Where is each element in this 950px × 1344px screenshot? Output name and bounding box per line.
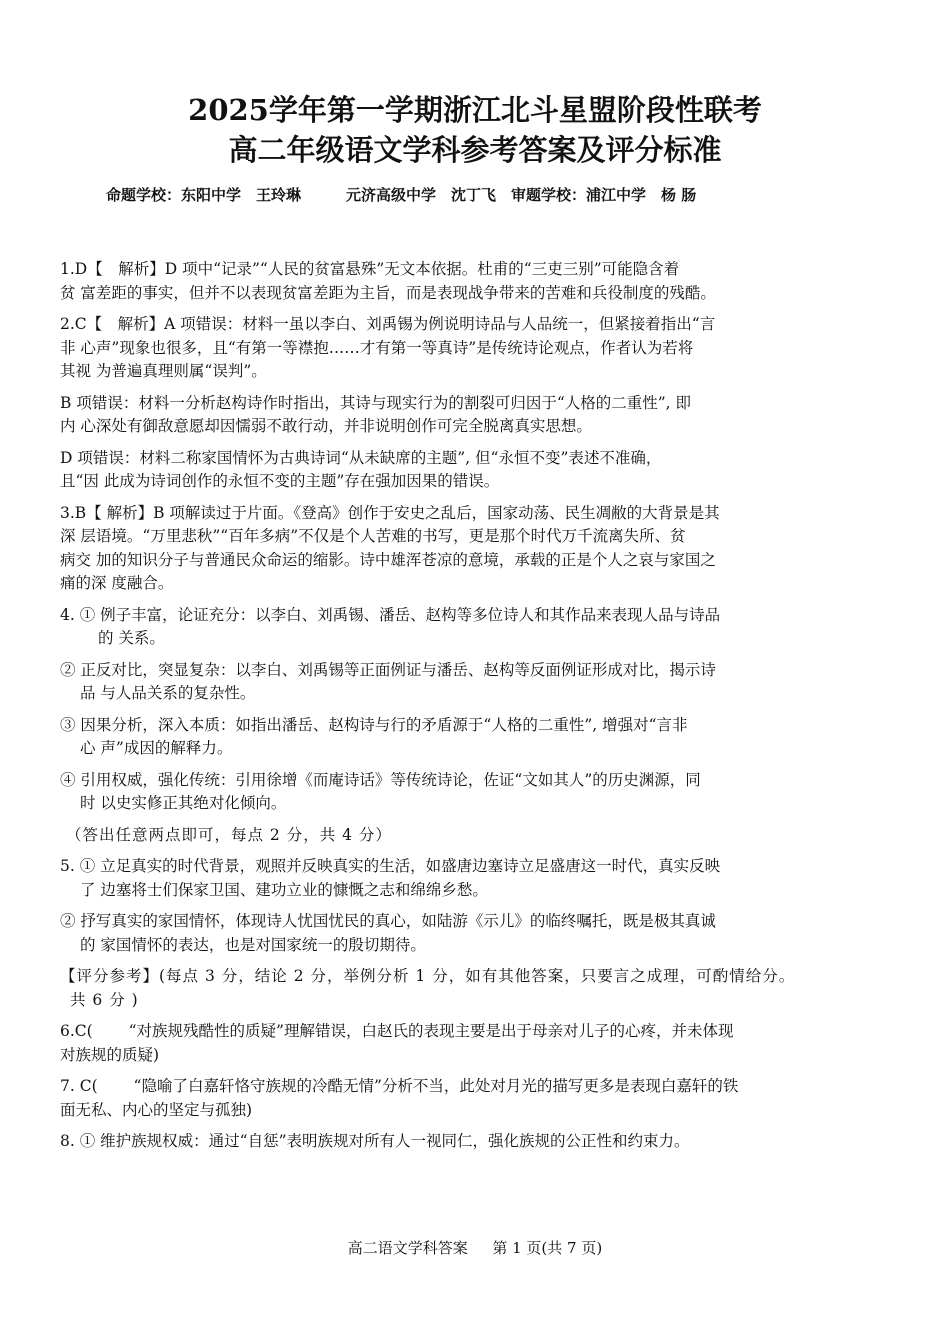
text-line: 4. ① 例子丰富，论证充分：以李白、刘禹锡、潘岳、赵构等多位诗人和其作品来表现人品与诗品 bbox=[60, 605, 721, 624]
answer-q5-point-1 bbox=[60, 855, 920, 902]
text-line: 3.B【 解析】B 项解读过于片面。《登高》创作于安史之乱后，国家动荡、民生凋敝的大背景是其 bbox=[60, 503, 720, 522]
text-line: 2.C【 解析】A 项错误：材料一虽以李白、刘禹锡为例说明诗品与人品统一，但紧接着指出“言 bbox=[60, 315, 716, 333]
text-line: 【评分参考】(每点 3 分，结论 2 分，举例分析 1 分，如有其他答案，只要言之成理，可酌情给分。 bbox=[60, 967, 796, 985]
answer-q6 bbox=[60, 1020, 920, 1067]
text-line: ② 正反对比，突显复杂：以李白、刘禹锡等正面例证与潘岳、赵构等反面例证形成对比，揭示诗 bbox=[60, 660, 716, 679]
page-footer: 高二语文学科答案 第 1 页(共 7 页) bbox=[347, 1239, 603, 1257]
text-line: 时 以史实修正其绝对化倾向。 bbox=[80, 794, 287, 812]
text-line: ② 抒写真实的家国情怀，体现诗人忧国忧民的真心，如陆游《示儿》的临终嘱托，既是极其真诚 bbox=[60, 912, 716, 930]
answer-q4-point-4 bbox=[60, 769, 920, 816]
text-line: （答出任意两点即可，每点 2 分，共 4 分） bbox=[66, 825, 392, 844]
text-line: 8. ① 维护族规权威：通过“自惩”表明族规对所有人一视同仁，强化族规的公正性和约束力。 bbox=[60, 1132, 690, 1150]
text-line: B 项错误：材料一分析赵构诗作时指出，其诗与现实行为的割裂可归因于“人格的二重性”, 即 bbox=[60, 393, 692, 412]
answer-q4-point-3 bbox=[60, 714, 920, 761]
text-line: 了 边塞将士们保家卫国、建功立业的慷慨之志和绵绵乡愁。 bbox=[80, 880, 488, 899]
answer-q2-d bbox=[60, 447, 920, 494]
answer-q1 bbox=[60, 258, 920, 305]
text-line: 贫 富差距的事实，但并不以表现贫富差距为主旨，而是表现战争带来的苦难和兵役制度的残酷。 bbox=[60, 283, 716, 302]
text-line: ④ 引用权威，强化传统：引用徐增《而庵诗话》等传统诗论，佐证“文如其人”的历史渊源，同 bbox=[60, 770, 701, 789]
text-line: 7. C( “隐喻了白嘉轩恪守族规的冷酷无情”分析不当，此处对月光的描写更多是表现白嘉轩的铁 bbox=[60, 1077, 739, 1095]
text-line: 其视 为普遍真理则属“误判”。 bbox=[60, 362, 267, 380]
text-line: 的 关系。 bbox=[98, 629, 165, 647]
author-line: 命题学校：东阳中学 王玲琳 元济高级中学 沈丁飞 审题学校：浦江中学 杨 肠 bbox=[106, 186, 697, 204]
text-line: 品 与人品关系的复杂性。 bbox=[80, 684, 256, 702]
text-line: 且“因 此成为诗词创作的永恒不变的主题”存在强加因果的错误。 bbox=[60, 472, 500, 490]
text-line: 1.D【 解析】D 项中“记录”“人民的贫富悬殊”无文本依据。杜甫的“三吏三别”可能隐含着 bbox=[60, 260, 680, 278]
text-line: 心 声”成因的解释力。 bbox=[80, 739, 233, 757]
text-line: 5. ① 立足真实的时代背景，观照并反映真实的生活，如盛唐边塞诗立足盛唐这一时代，真实反映 bbox=[60, 857, 721, 875]
text-line: 病交 加的知识分子与普通民众命运的缩影。诗中雄浑苍凉的意境，承载的正是个人之哀与家国之 bbox=[60, 550, 716, 569]
answer-q8 bbox=[60, 1130, 920, 1154]
title-line-1: 2025学年第一学期浙江北斗星盟阶段性联考 bbox=[188, 93, 762, 127]
text-line: 共 6 分 ) bbox=[70, 990, 139, 1009]
text-line: D 项错误：材料二称家国情怀为古典诗词“从未缺席的主题”, 但“永恒不变”表述不准确， bbox=[60, 448, 662, 467]
answer-q5-point-2 bbox=[60, 910, 920, 957]
title-line-2: 高二年级语文学科参考答案及评分标准 bbox=[228, 133, 722, 167]
text-line: 非 心声”现象也很多，且“有第一等襟抱……才有第一等真诗”是传统诗论观点，作者认为若将 bbox=[60, 338, 694, 357]
answer-q4-point-2 bbox=[60, 659, 920, 706]
answer-body bbox=[60, 258, 920, 1162]
answer-q3 bbox=[60, 502, 920, 596]
text-line: 的 家国情怀的表达，也是对国家统一的殷切期待。 bbox=[80, 935, 426, 954]
answer-q4-point-1 bbox=[60, 604, 920, 651]
text-line: 面无私、内心的坚定与孤独) bbox=[60, 1100, 253, 1119]
text-line: 内 心深处有御敌意愿却因懦弱不敢行动，并非说明创作可完全脱离真实思想。 bbox=[60, 417, 592, 435]
answer-q7 bbox=[60, 1075, 920, 1122]
q5-scoring-note bbox=[60, 965, 920, 1012]
answer-q2 bbox=[60, 313, 920, 384]
q4-scoring-note bbox=[60, 824, 920, 848]
text-line: ③ 因果分析，深入本质：如指出潘岳、赵构诗与行的矛盾源于“人格的二重性”, 增强对“言非 bbox=[60, 715, 688, 734]
text-line: 痛的深 度融合。 bbox=[60, 574, 174, 592]
text-line: 对族规的质疑) bbox=[60, 1045, 160, 1064]
text-line: 深 层语境。“万里悲秋”“百年多病”不仅是个人苦难的书写，更是那个时代万千流离失所、贫 bbox=[60, 527, 686, 545]
text-line: 6.C( “对族规残酷性的质疑”理解错误，白赵氏的表现主要是出于母亲对儿子的心疼，并未体现 bbox=[60, 1022, 734, 1040]
answer-q2-b bbox=[60, 392, 920, 439]
